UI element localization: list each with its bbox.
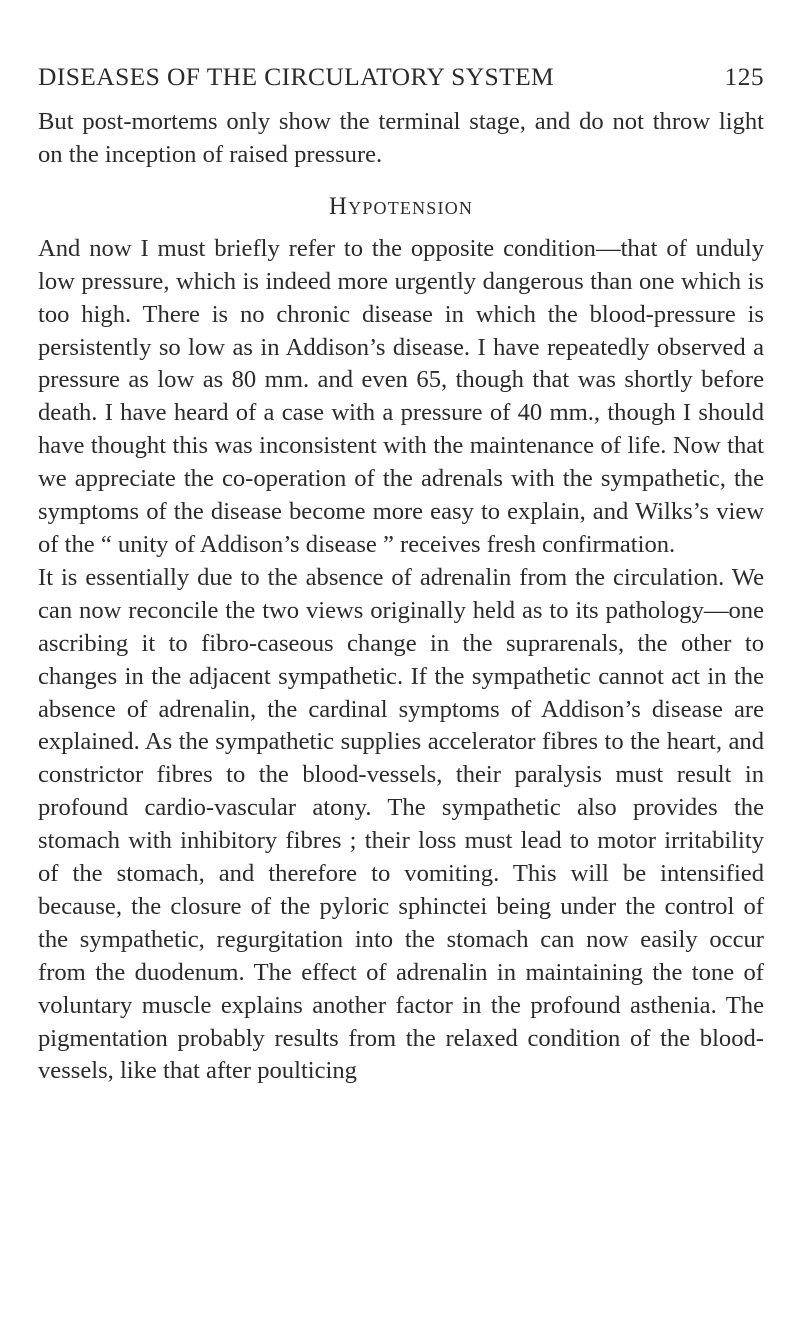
page-number: 125 bbox=[724, 62, 764, 91]
running-head bbox=[38, 62, 764, 92]
chapter-title: DISEASES OF THE CIRCULATORY SYSTEM bbox=[38, 62, 555, 91]
section-heading: Hypotension bbox=[328, 192, 474, 220]
body-text bbox=[38, 106, 764, 1088]
paragraph: And now I must briefly refer to the opposite condition—that of unduly low pressure, which is indeed more urgently dangerous than one which is too high. There is no chronic disease in which the blood-pressure is persistently so low as in Addison’s disease. I have repeatedly observed a pressure as low as 80 mm. and even 65, though that was shortly before death. I have heard of a case with a pressure of 40 mm., though I should have thought this was inconsistent with the maintenance of life. Now that we appreciate the co-operation of the adrenals with the sympathetic, the symptoms of the disease become more easy to explain, and Wilks’s view of the “ unity of Addison’s disease ” receives fresh confirmation. bbox=[38, 234, 764, 558]
book-page bbox=[38, 62, 764, 1088]
paragraph: It is essentially due to the absence of adrenalin from the circulation. We can now reconcile the two views originally held as to its pathology—one ascribing it to fibro-caseous change in the suprarenals, the other to changes in the adjacent sympathetic. If the sympathetic cannot act in the absence of adrenalin, the cardinal symptoms of Addison’s disease are explained. As the sympathetic supplies accelerator fibres to the heart, and constrictor fibres to the blood-vessels, their paralysis must result in profound cardio-vascular atony. The sympathetic also provides the stomach with inhibitory fibres ; their loss must lead to motor irritability of the stomach, and therefore to vomiting. This will be intensified because, the closure of the pyloric sphinctei being under the control of the sympathetic, regurgitation into the stomach can now easily occur from the duodenum. The effect of adrenalin in maintaining the tone of voluntary muscle explains another factor in the profound asthenia. The pigmentation probably results from the relaxed condition of the blood-vessels, like that after poulticing bbox=[38, 563, 764, 1085]
opening-paragraph: But post-mortems only show the terminal stage, and do not throw light on the inception of raised pressure. bbox=[38, 108, 764, 168]
